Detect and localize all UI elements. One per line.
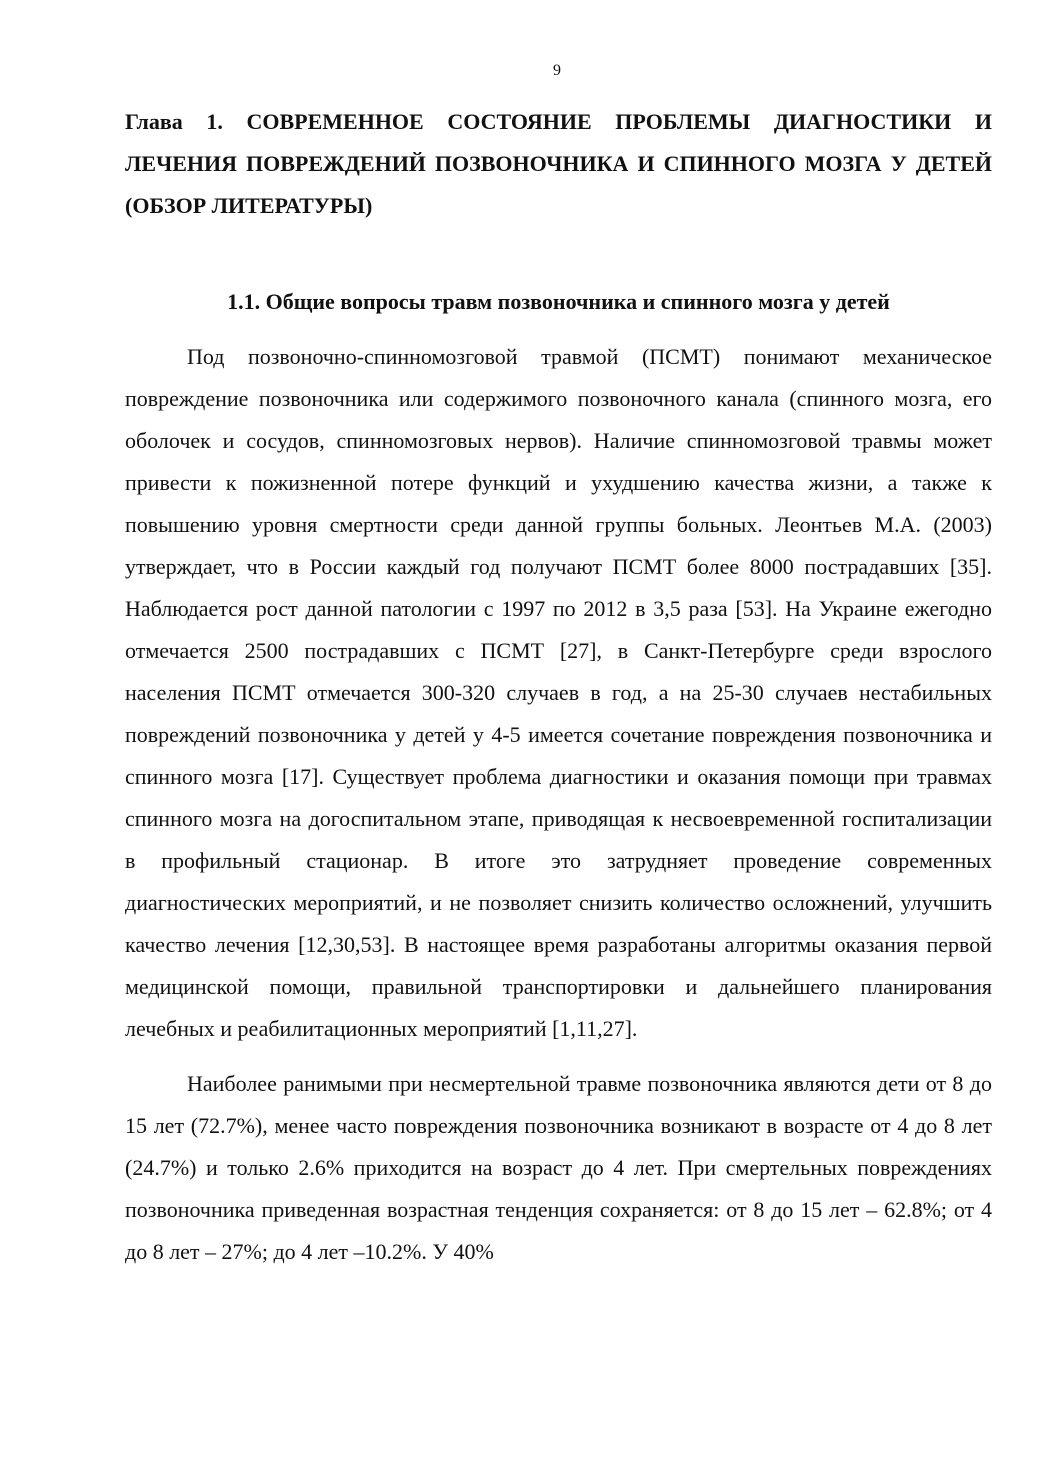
body-paragraph: Под позвоночно-спинномозговой травмой (ПСМТ) понимают механическое повреждение позвоночника или содержимого позвоночного канала (спинного мозга, его оболочек и сосудов, спинномозговых нервов). Наличие спинномозговой травмы может привести к пожизненной потере функций и ухудшению качества жизни, а также к повышению уровня смертности среди данной группы больных. Леонтьев М.А. (2003) утверждает, что в России каждый год получают ПСМТ более 8000 пострадавших [35]. Наблюдается рост данной патологии с 1997 по 2012 в 3,5 раза [53]. На Украине ежегодно отмечается 2500 пострадавших с ПСМТ [27], в Санкт-Петербурге среди взрослого населения ПСМТ отмечается 300-320 случаев в год, а на 25-30 случаев нестабильных повреждений позвоночника у детей у 4-5 имеется сочетание повреждения позвоночника и спинного мозга [17]. Существует проблема диагностики и оказания помощи при травмах спинного мозга на догоспитальном этапе, приводящая к несвоевременной госпитализации в профильный стационар. В итоге это затрудняет проведение современных диагностических мероприятий, и не позволяет снизить количество осложнений, улучшить качество лечения [12,30,53]. В настоящее время разработаны алгоритмы оказания первой медицинской помощи, правильной транспортировки и дальнейшего планирования лечебных и реабилитационных мероприятий [1,11,27]. [125, 344, 992, 1041]
page-content [125, 101, 992, 1273]
body-paragraph: Наиболее ранимыми при несмертельной травме позвоночника являются дети от 8 до 15 лет (72.7%), менее часто повреждения позвоночника возникают в возрасте от 4 до 8 лет (24.7%) и только 2.6% приходится на возраст до 4 лет. При смертельных повреждениях позвоночника приведенная возрастная тенденция сохраняется: от 8 до 15 лет – 62.8%; от 4 до 8 лет – 27%; до 4 лет –10.2%. У 40% [125, 1071, 992, 1264]
section-title: 1.1. Общие вопросы травм позвоночника и спинного мозга у детей [227, 289, 890, 314]
chapter-title: Глава 1. СОВРЕМЕННОЕ СОСТОЯНИЕ ПРОБЛЕМЫ ДИАГНОСТИКИ И ЛЕЧЕНИЯ ПОВРЕЖДЕНИЙ ПОЗВОНОЧНИКА И СПИННОГО МОЗГА У ДЕТЕЙ (ОБЗОР ЛИТЕРАТУРЫ) [125, 109, 992, 218]
page-number: 9 [553, 62, 561, 79]
